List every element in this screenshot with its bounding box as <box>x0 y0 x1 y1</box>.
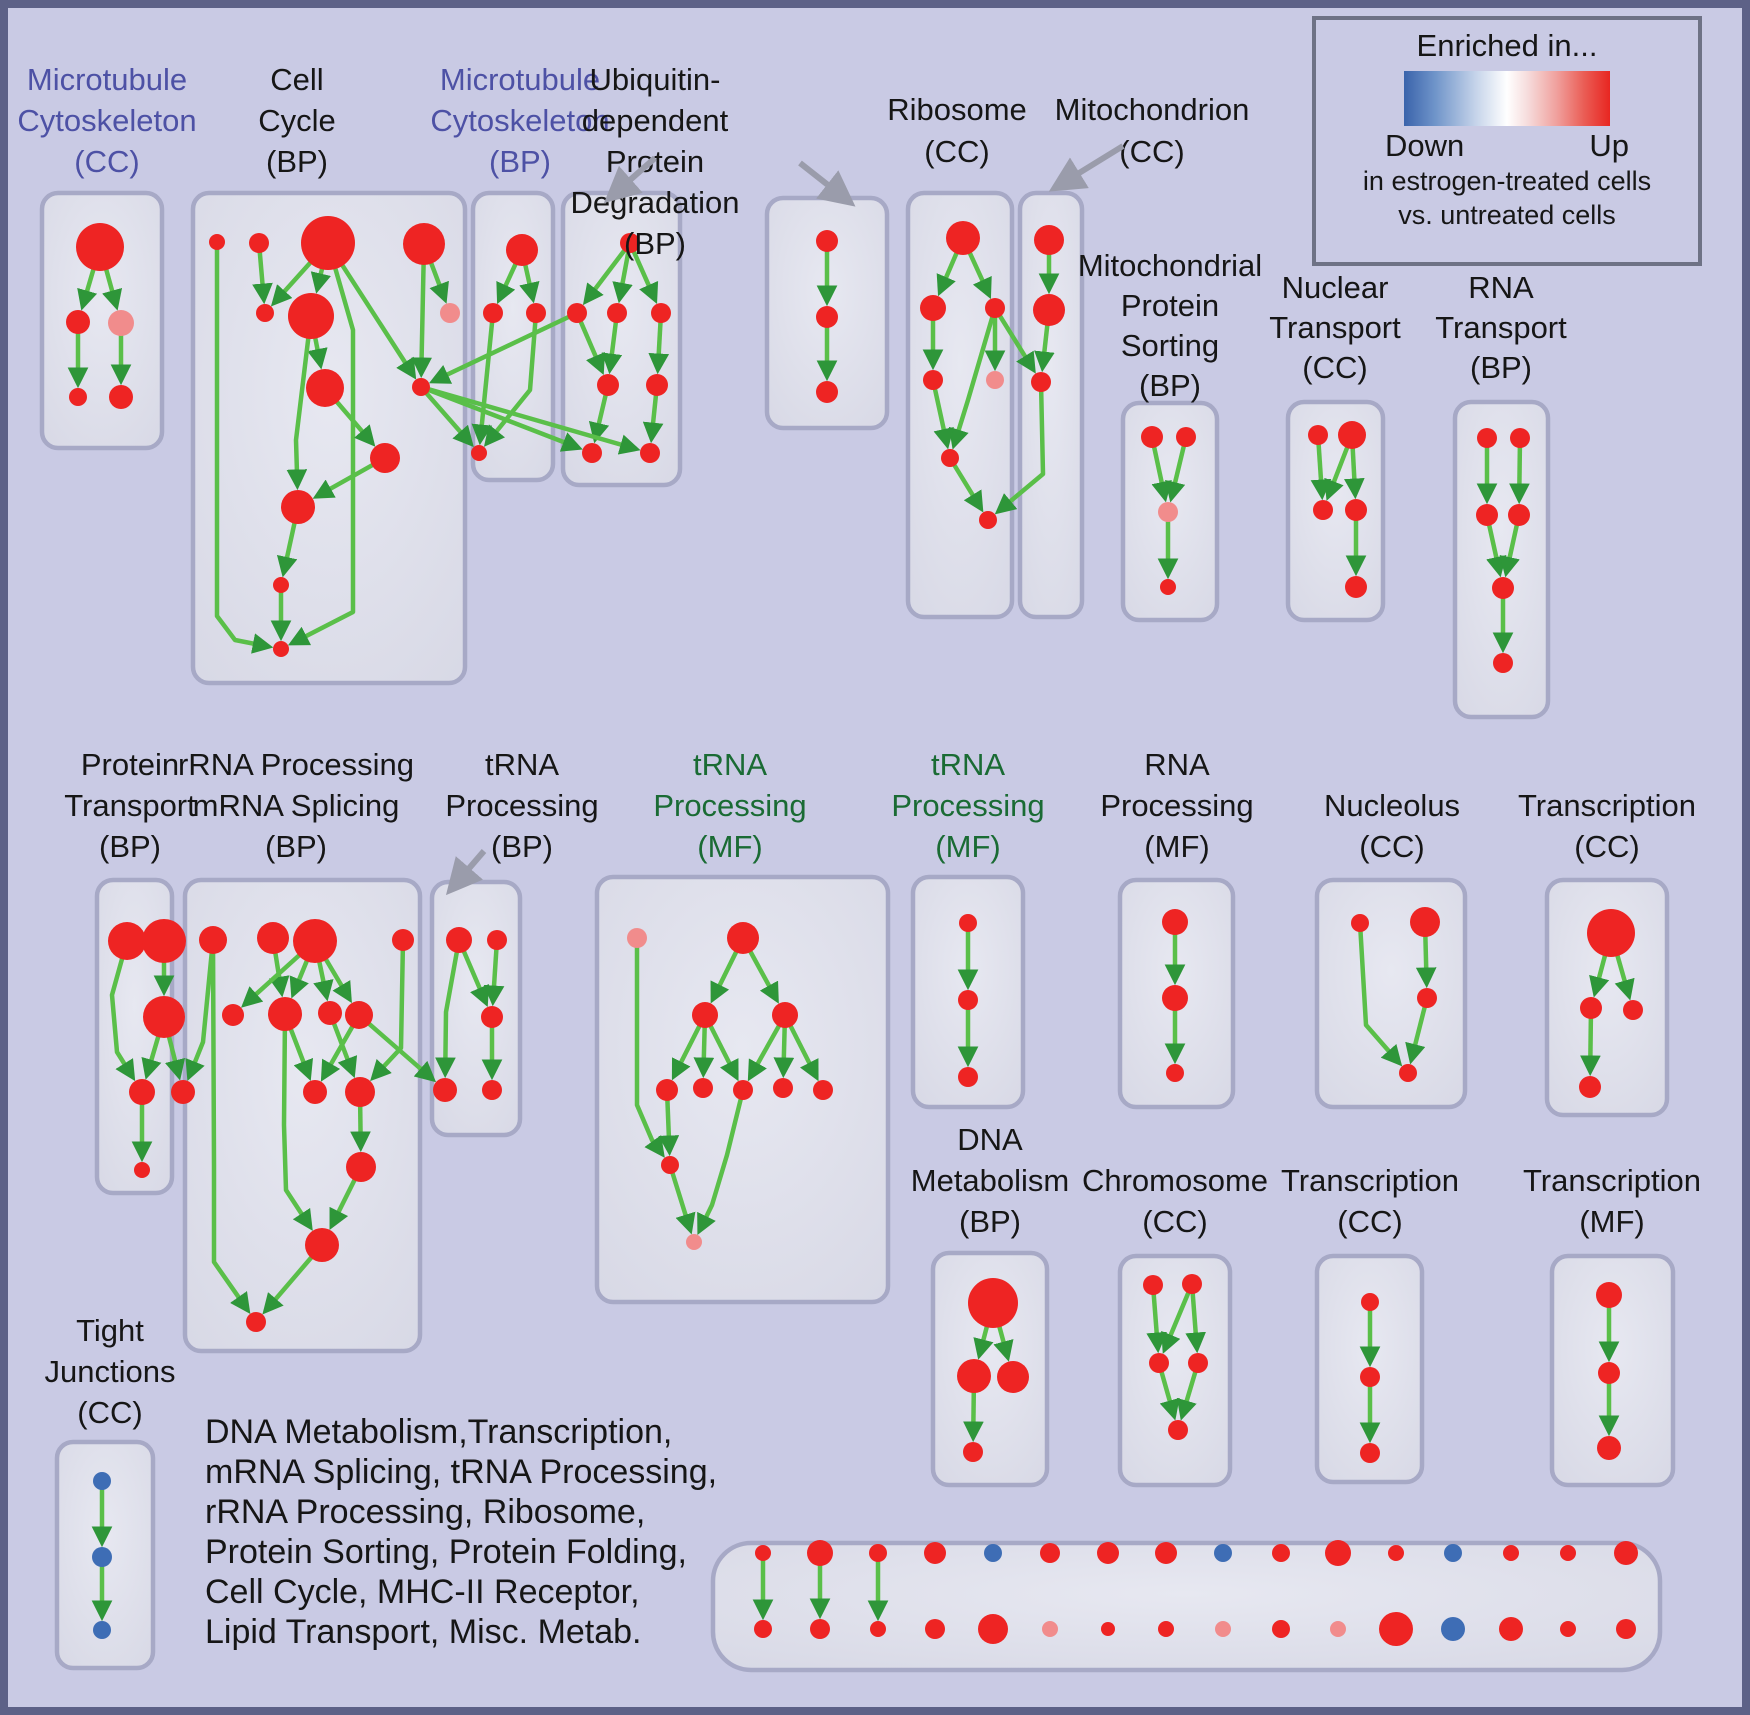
cluster-label-msort: Mitochondrial Protein Sorting (BP) <box>1077 248 1263 403</box>
node-tmf1-b2 <box>693 1078 713 1098</box>
node-tmf2-a <box>959 914 977 932</box>
node-misc-u13 <box>1499 1617 1523 1641</box>
node-mtcc-e <box>109 385 133 409</box>
node-tmf1-b1 <box>656 1079 678 1101</box>
node-misc-u10 <box>1330 1621 1346 1637</box>
node-rrna-R2 <box>257 922 289 954</box>
node-mtcc-b <box>66 310 90 334</box>
node-tmf1-b4 <box>773 1078 793 1098</box>
cluster-label-rnat: RNA Transport (BP) <box>1435 270 1567 385</box>
node-misc-t3 <box>924 1542 946 1564</box>
node-cc-big <box>301 216 355 270</box>
node-rib-B <box>920 295 946 321</box>
cluster-label-pt: Protein Transport (BP) <box>64 747 196 864</box>
cluster-label-nucl: Nucleolus (CC) <box>1323 788 1461 864</box>
node-ubq-b <box>607 303 627 323</box>
node-misc-t15 <box>1614 1541 1638 1565</box>
node-cc-L4 <box>281 490 315 524</box>
node-misc-u3 <box>925 1619 945 1639</box>
legend-gradient-bar <box>1404 71 1610 126</box>
node-misc-t2 <box>869 1544 887 1562</box>
node-tcc2-a <box>1361 1293 1379 1311</box>
node-rib-G <box>979 511 997 529</box>
node-misc-u6 <box>1101 1622 1115 1636</box>
cluster-label-rrna: rRNA Processing mRNA Splicing (BP) <box>177 747 415 864</box>
cluster-label-tcc2: Transcription (CC) <box>1280 1163 1460 1239</box>
node-rrna-R1 <box>199 926 227 954</box>
node-tmf-b <box>1598 1362 1620 1384</box>
node-dnam-b <box>963 1442 983 1462</box>
node-pt-N1 <box>108 922 146 960</box>
node-msort-a <box>1141 426 1163 448</box>
cluster-box-ntr <box>1288 402 1383 620</box>
node-tj-a <box>93 1472 111 1490</box>
node-misc-u0 <box>754 1620 772 1638</box>
node-misc-u7 <box>1158 1621 1174 1637</box>
misc-cluster-note <box>205 1412 717 1652</box>
node-dnam-B <box>968 1278 1018 1328</box>
node-rib-A <box>946 221 980 255</box>
node-msort-c <box>1158 502 1178 522</box>
label-pointer-arrow-1 <box>800 163 847 200</box>
note-line: mRNA Splicing, tRNA Processing, <box>205 1453 718 1491</box>
node-ntr-e <box>1345 576 1367 598</box>
cluster-label-ubq: Ubiquitin-dependent Protein Degradation (BP) <box>570 62 740 261</box>
cluster-label-mito: Mitochondrion (CC) <box>1054 92 1250 169</box>
node-cc-b2 <box>403 223 445 265</box>
node-pt-N4 <box>129 1079 155 1105</box>
node-ntr-d <box>1345 499 1367 521</box>
node-misc-u5 <box>1042 1621 1058 1637</box>
node-ubq2-n3 <box>816 381 838 403</box>
node-tj-c <box>93 1621 111 1639</box>
cluster-label-tmf2: tRNA Processing (MF) <box>891 747 1045 864</box>
node-tmf1-T <box>727 922 759 954</box>
node-rrna-R3 <box>293 919 337 963</box>
node-nucl-b <box>1399 1064 1417 1082</box>
node-misc-u14 <box>1560 1621 1576 1637</box>
node-tmf1-pT <box>627 928 647 948</box>
node-mtcc-d <box>69 388 87 406</box>
legend-scale <box>1385 128 1629 164</box>
node-cc-L2 <box>306 369 344 407</box>
node-misc-t14 <box>1560 1545 1576 1561</box>
node-rib-E <box>986 371 1004 389</box>
node-tbp-t1 <box>446 927 472 953</box>
node-tmf1-mR <box>772 1002 798 1028</box>
node-misc-t0 <box>755 1545 771 1561</box>
node-ntr-a <box>1308 425 1328 445</box>
node-tmf2-b <box>958 990 978 1010</box>
node-misc-u12 <box>1441 1617 1465 1641</box>
node-tbp-t2 <box>487 930 507 950</box>
node-rnat-e <box>1492 577 1514 599</box>
node-cc-s2 <box>249 233 269 253</box>
node-mtcc-c <box>108 310 134 336</box>
node-ubq-a <box>567 303 587 323</box>
node-chrom-b <box>1168 1420 1188 1440</box>
node-ntr-b <box>1338 421 1366 449</box>
legend-up-label: Up <box>1589 128 1629 163</box>
node-cc-pk <box>440 303 460 323</box>
legend-caption-line2: vs. untreated cells <box>1398 200 1616 230</box>
node-misc-t5 <box>1040 1543 1060 1563</box>
node-misc-t12 <box>1444 1544 1462 1562</box>
node-tmf1-b3 <box>733 1080 753 1100</box>
node-cc-s4 <box>273 641 289 657</box>
node-misc-u11 <box>1379 1612 1413 1646</box>
node-tbp-b2 <box>482 1080 502 1100</box>
cluster-box-misc <box>713 1543 1660 1670</box>
cluster-label-ntr: Nuclear Transport (CC) <box>1269 270 1401 385</box>
node-misc-u15 <box>1616 1619 1636 1639</box>
node-rnat-b <box>1510 428 1530 448</box>
cluster-label-cc: Cell Cycle (BP) <box>258 62 336 179</box>
node-cc-m1 <box>256 304 274 322</box>
node-tmf1-mL <box>692 1002 718 1028</box>
node-chrom-tL <box>1143 1275 1163 1295</box>
node-mtcc-a <box>76 223 124 271</box>
node-rrna-m2 <box>268 997 302 1031</box>
node-msort-b <box>1176 427 1196 447</box>
cluster-label-rnamf: RNA Processing (MF) <box>1100 747 1254 864</box>
node-rnamf-b <box>1162 985 1188 1011</box>
node-pt-N6 <box>134 1162 150 1178</box>
node-rrna-m1 <box>222 1004 244 1026</box>
cluster-label-tcc1: Transcription (CC) <box>1517 788 1697 864</box>
node-rnamf-c <box>1166 1064 1184 1082</box>
node-tmf1-lo <box>661 1156 679 1174</box>
node-rrna-b1 <box>303 1080 327 1104</box>
node-misc-t13 <box>1503 1545 1519 1561</box>
node-misc-t7 <box>1155 1542 1177 1564</box>
node-misc-t4 <box>984 1544 1002 1562</box>
node-chrom-mL <box>1149 1353 1169 1373</box>
node-ubq-g <box>640 443 660 463</box>
node-mito-M2 <box>1033 294 1065 326</box>
cluster-label-rib: Ribosome (CC) <box>887 92 1027 169</box>
node-mtbp-t <box>506 234 538 266</box>
node-rrna-e1 <box>246 1312 266 1332</box>
label-pointer-arrow-2 <box>1058 146 1123 186</box>
node-msort-d <box>1160 579 1176 595</box>
node-dnam-R <box>997 1361 1029 1393</box>
node-ubq-e <box>646 374 668 396</box>
node-ubq2-n2 <box>816 306 838 328</box>
node-rnat-f <box>1493 653 1513 673</box>
node-tbp-m <box>481 1006 503 1028</box>
node-rnamf-a <box>1162 909 1188 935</box>
node-rrna-d1 <box>305 1228 339 1262</box>
node-ubq-d <box>597 374 619 396</box>
node-rrna-m3 <box>318 1001 342 1025</box>
node-ubq2-n1 <box>816 230 838 252</box>
node-chrom-mR <box>1188 1353 1208 1373</box>
node-misc-u2 <box>870 1621 886 1637</box>
cluster-box-nucl <box>1317 880 1465 1107</box>
node-tmf2-c <box>958 1067 978 1087</box>
node-cc-s3 <box>273 577 289 593</box>
cluster-label-tmf1: tRNA Processing (MF) <box>653 747 807 864</box>
node-misc-t11 <box>1388 1545 1404 1561</box>
node-rib-D <box>923 370 943 390</box>
legend <box>1312 16 1702 266</box>
node-pt-N2 <box>142 919 186 963</box>
node-tcc1-b <box>1623 1000 1643 1020</box>
node-rnat-a <box>1477 428 1497 448</box>
node-tmf-a <box>1596 1282 1622 1308</box>
node-mtbp-bot <box>471 445 487 461</box>
cluster-label-dnam: DNA Metabolism (BP) <box>910 1122 1070 1239</box>
node-rib-C <box>985 298 1005 318</box>
node-misc-u4 <box>978 1614 1008 1644</box>
node-tcc1-B <box>1587 909 1635 957</box>
node-tj-b <box>92 1547 112 1567</box>
cluster-box-mtbp <box>473 193 553 480</box>
node-pt-N3 <box>143 996 185 1038</box>
node-cc-s1 <box>209 234 225 250</box>
node-rrna-m4 <box>345 1001 373 1029</box>
node-ubq-c <box>651 303 671 323</box>
note-line: Lipid Transport, Misc. Metab. <box>205 1613 642 1651</box>
node-cc-hub <box>412 378 430 396</box>
node-rrna-c1 <box>346 1152 376 1182</box>
node-tcc2-c <box>1360 1443 1380 1463</box>
node-rrna-R4 <box>392 929 414 951</box>
legend-title: Enriched in... <box>1416 28 1598 63</box>
node-mito-H <box>1031 372 1051 392</box>
cluster-label-tmf: Transcription (MF) <box>1522 1163 1702 1239</box>
node-rib-F <box>941 449 959 467</box>
cluster-label-tj: Tight Junctions (CC) <box>44 1313 176 1430</box>
node-misc-u1 <box>810 1619 830 1639</box>
cluster-box-rib <box>908 193 1012 617</box>
node-ntr-c <box>1313 500 1333 520</box>
node-mito-M1 <box>1034 225 1064 255</box>
node-tmf1-pB <box>686 1234 702 1250</box>
node-rnat-c <box>1476 504 1498 526</box>
legend-caption-line1: in estrogen-treated cells <box>1362 166 1652 196</box>
node-dnam-L <box>957 1359 991 1393</box>
node-misc-t6 <box>1097 1542 1119 1564</box>
cluster-label-mtbp: Microtubule Cytoskeleton (BP) <box>430 62 610 179</box>
node-tcc1-a <box>1580 997 1602 1019</box>
node-tmf1-b5 <box>813 1080 833 1100</box>
cluster-label-chrom: Chromosome (CC) <box>1081 1163 1269 1239</box>
node-cc-L3 <box>370 443 400 473</box>
cluster-label-tbp: tRNA Processing (BP) <box>445 747 599 864</box>
node-rrna-b2 <box>345 1077 375 1107</box>
node-rnat-d <box>1508 504 1530 526</box>
node-misc-t8 <box>1214 1544 1232 1562</box>
node-pt-N5 <box>171 1080 195 1104</box>
node-cc-L1 <box>288 293 334 339</box>
node-mtbp-c1 <box>483 303 503 323</box>
node-nucl-s <box>1351 914 1369 932</box>
node-chrom-tR <box>1182 1274 1202 1294</box>
node-tbp-b1 <box>433 1078 457 1102</box>
node-mtbp-c2 <box>526 303 546 323</box>
node-tcc1-c <box>1579 1076 1601 1098</box>
node-ubq-f <box>582 443 602 463</box>
legend-down-label: Down <box>1385 128 1465 163</box>
cluster-label-mtcc: Microtubule Cytoskeleton (CC) <box>17 62 197 179</box>
node-nucl-m <box>1417 988 1437 1008</box>
node-misc-t9 <box>1272 1544 1290 1562</box>
node-misc-u8 <box>1215 1621 1231 1637</box>
note-line: DNA Metabolism,Transcription, <box>205 1413 673 1451</box>
node-misc-t1 <box>807 1540 833 1566</box>
note-line: rRNA Processing, Ribosome, <box>205 1493 646 1531</box>
node-tcc2-b <box>1360 1367 1380 1387</box>
node-tmf-c <box>1597 1436 1621 1460</box>
node-misc-u9 <box>1272 1620 1290 1638</box>
node-nucl-B <box>1410 907 1440 937</box>
note-line: Protein Sorting, Protein Folding, <box>205 1533 687 1571</box>
node-misc-t10 <box>1325 1540 1351 1566</box>
cluster-box-chrom <box>1120 1256 1230 1485</box>
note-line: Cell Cycle, MHC-II Receptor, <box>205 1573 640 1611</box>
